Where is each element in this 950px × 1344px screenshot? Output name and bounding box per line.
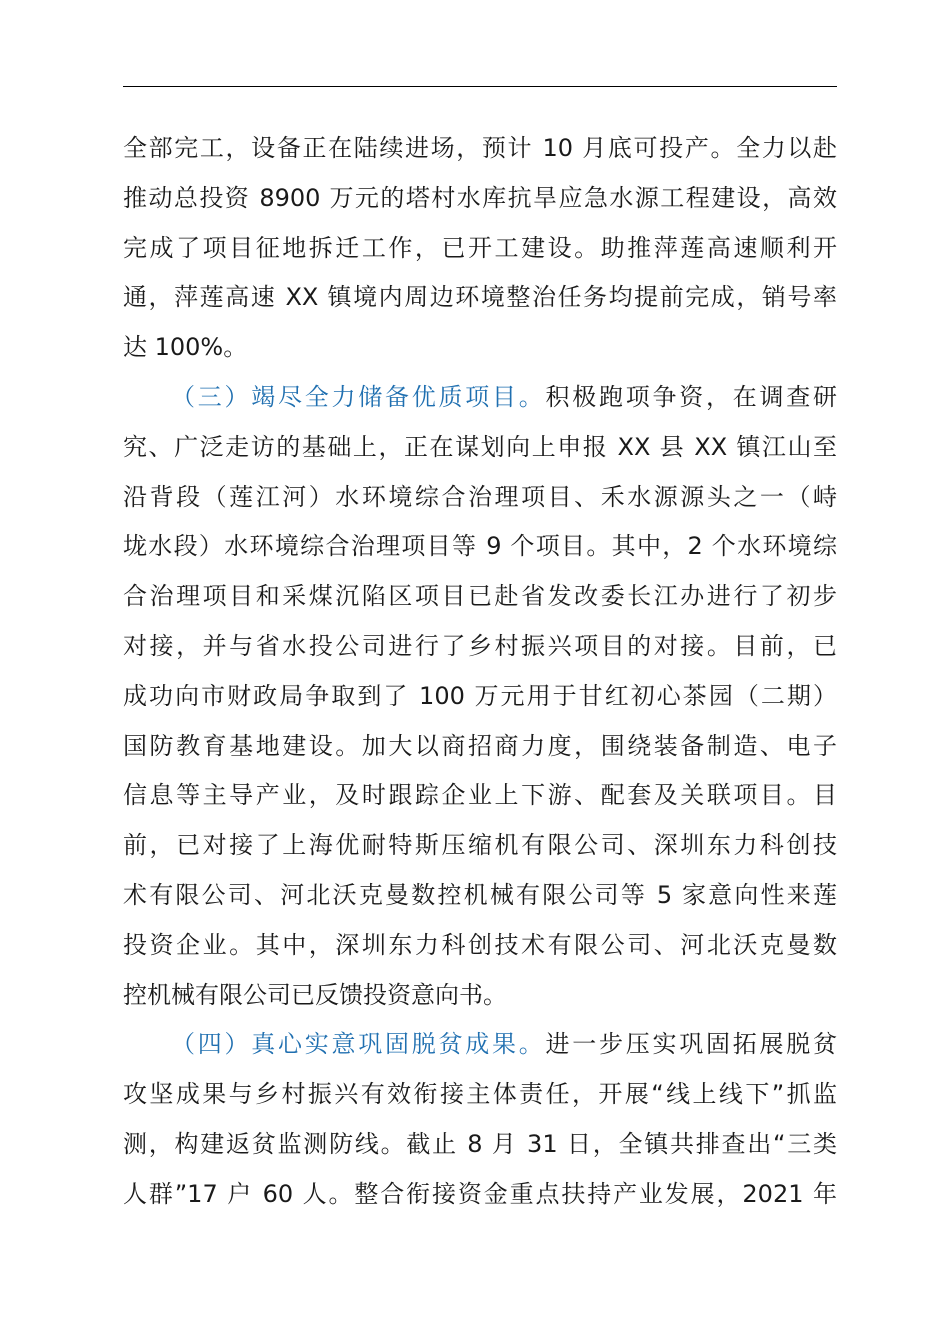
text-line: 前，已对接了上海优耐特斯压缩机有限公司、深圳东力科创技	[123, 831, 837, 860]
text-line: 推动总投资 8900 万元的塔村水库抗旱应急水源工程建设，高效	[123, 183, 837, 212]
text-line: 达 100%。	[123, 333, 248, 362]
text-line: 术有限公司、河北沃克曼数控机械有限公司等 5 家意向性来莲	[123, 880, 837, 909]
section-3-heading: （三）竭尽全力储备优质项目。	[171, 382, 546, 411]
text-line: 人群”17 户 60 人。整合衔接资金重点扶持产业发展，2021 年	[123, 1179, 837, 1208]
section-3-lead-text: 积极跑项争资，在调查研	[545, 382, 837, 411]
text-line: 合治理项目和采煤沉陷区项目已赴省发改委长江办进行了初步	[123, 582, 837, 611]
text-line: 沿背段（莲江河）水环境综合治理项目、禾水源源头之一（峙	[123, 482, 837, 511]
text-line: 投资企业。其中，深圳东力科创技术有限公司、河北沃克曼数	[123, 930, 837, 959]
text-line: 垅水段）水环境综合治理项目等 9 个项目。其中，2 个水环境综	[123, 532, 837, 561]
header-divider	[123, 86, 837, 87]
text-line: 攻坚成果与乡村振兴有效衔接主体责任，开展“线上线下”抓监	[123, 1080, 837, 1109]
text-line: 通，萍莲高速 XX 镇境内周边环境整治任务均提前完成，销号率	[123, 283, 837, 312]
text-line: 全部完工，设备正在陆续进场，预计 10 月底可投产。全力以赴	[123, 134, 837, 162]
text-line: 对接，并与省水投公司进行了乡村振兴项目的对接。目前，已	[123, 631, 837, 660]
text-line: 控机械有限公司已反馈投资意向书。	[123, 980, 507, 1009]
section-4-lead-text: 进一步压实巩固拓展脱贫	[545, 1030, 837, 1059]
text-line: 究、广泛走访的基础上，正在谋划向上申报 XX 县 XX 镇江山至	[123, 432, 837, 461]
section-4-heading: （四）真心实意巩固脱贫成果。	[171, 1030, 546, 1059]
text-line: 国防教育基地建设。加大以商招商力度，围绕装备制造、电子	[123, 731, 837, 760]
document-body	[123, 124, 837, 1220]
text-line: 测，构建返贫监测防线。截止 8 月 31 日，全镇共排查出“三类	[123, 1129, 837, 1158]
text-line: 信息等主导产业，及时跟踪企业上下游、配套及关联项目。目	[123, 781, 837, 810]
text-line: 成功向市财政局争取到了 100 万元用于甘红初心茶园（二期）	[123, 681, 837, 710]
section-4-opening-line	[123, 1020, 837, 1070]
text-line: 完成了项目征地拆迁工作，已开工建设。助推萍莲高速顺利开	[123, 233, 837, 262]
section-3-opening-line	[123, 373, 837, 423]
